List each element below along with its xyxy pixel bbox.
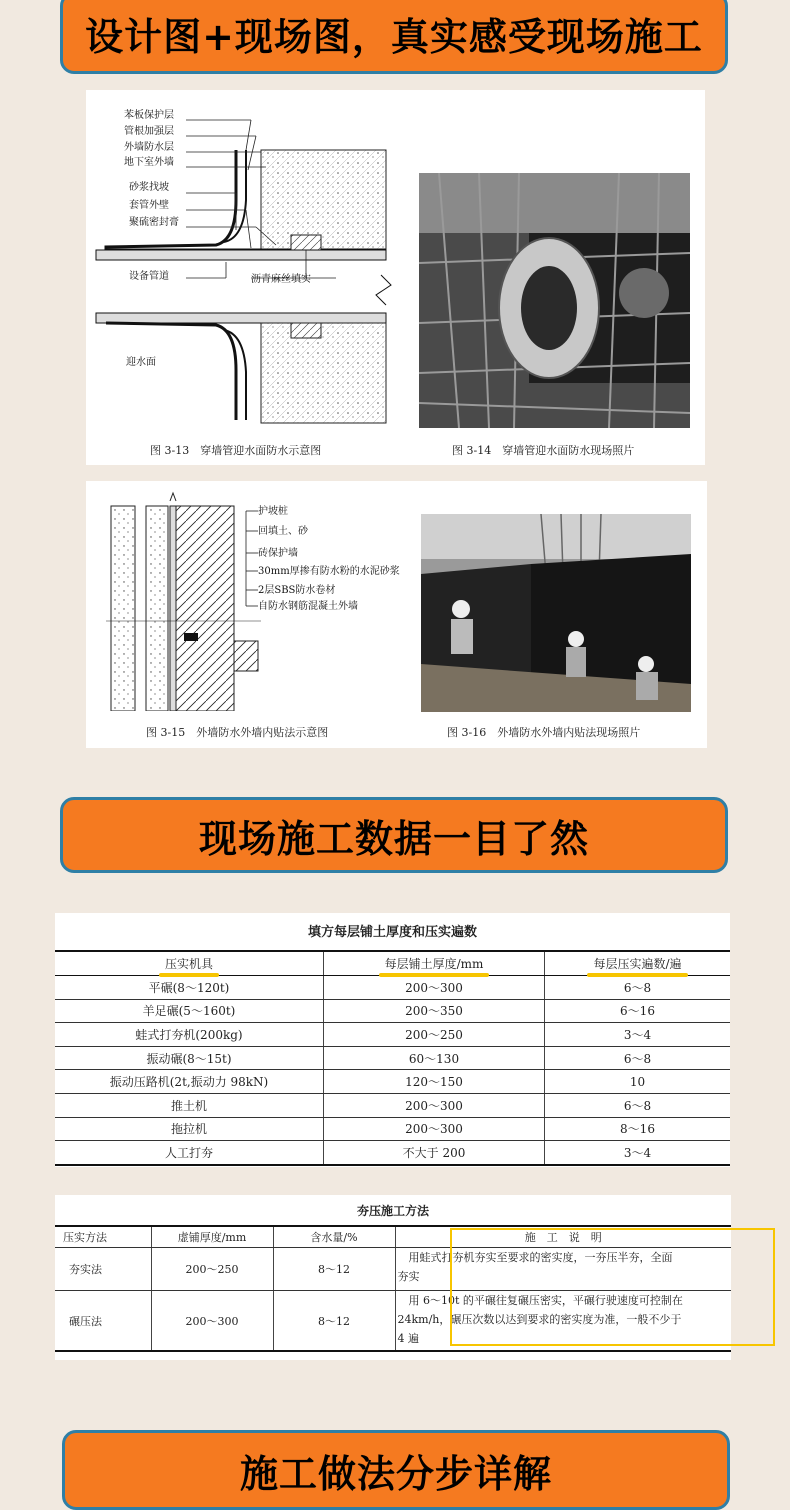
diagram-label: 套管外壁 <box>129 200 169 211</box>
table-title: 夯压施工方法 <box>356 1204 429 1218</box>
table-header <box>55 951 324 976</box>
rebar-photo-illustration <box>419 173 690 428</box>
table-cell: 120～150 <box>324 1070 545 1094</box>
table-cell: 200～300 <box>324 1093 545 1117</box>
table-row <box>55 1046 730 1070</box>
table-cell: 夯实法 <box>55 1248 151 1291</box>
description-line: 4 遍 <box>397 1332 419 1345</box>
description-line: 24km/h，碾压次数以达到要求的密实度为准，一般不少于 <box>397 1313 682 1326</box>
table-cell: 60～130 <box>324 1046 545 1070</box>
diagram-label: 苯板保护层 <box>124 110 174 121</box>
description-cell <box>395 1291 731 1352</box>
table-cell: 200～250 <box>324 1023 545 1047</box>
diagram-label: 迎水面 <box>126 357 156 368</box>
description-line: 夯实 <box>397 1270 420 1283</box>
figure-caption: 图 3-15 外墙防水外墙内贴法示意图 <box>146 726 329 739</box>
table-cell: 平碾(8～120t) <box>55 976 324 1000</box>
table-row <box>55 1023 730 1047</box>
header-text: 压实机具 <box>164 957 213 971</box>
figure-caption: 图 3-13 穿墙管迎水面防水示意图 <box>150 444 322 457</box>
table-cell: 8～12 <box>273 1291 395 1352</box>
table-header: 虚铺厚度/mm <box>151 1226 273 1248</box>
table-cell: 200～350 <box>324 999 545 1023</box>
diagram-label: 管根加强层 <box>124 126 174 137</box>
table-row <box>55 999 730 1023</box>
diagram-label: 砖保护墙 <box>258 548 298 559</box>
compaction-method-table <box>55 1195 731 1360</box>
table-row <box>55 1093 730 1117</box>
diagram-label: 护坡桩 <box>258 506 288 517</box>
diagram-label: 沥青麻丝填实 <box>251 274 311 285</box>
table-header <box>545 951 731 976</box>
diagram-label: 外墙防水层 <box>124 142 174 153</box>
description-line: 用 6～10t 的平碾往复碾压密实，平碾行驶速度可控制在 <box>397 1294 683 1307</box>
figure-panel-pipe <box>86 90 705 465</box>
table-cell: 羊足碾(5～160t) <box>55 999 324 1023</box>
table-cell: 振动碾(8～15t) <box>55 1046 324 1070</box>
table-cell: 3～4 <box>545 1141 731 1165</box>
fill-thickness-table <box>55 913 730 1167</box>
table-cell: 6～8 <box>545 976 731 1000</box>
table-header: 施 工 说 明 <box>395 1226 731 1248</box>
description-line: 用蛙式打夯机夯实至要求的密实度，一夯压半夯，全面 <box>397 1251 673 1264</box>
diagram-label: 设备管道 <box>129 271 169 282</box>
table-cell: 6～16 <box>545 999 731 1023</box>
table-cell: 8～12 <box>273 1248 395 1291</box>
table-row <box>55 1291 731 1352</box>
table-row <box>55 976 730 1000</box>
table-cell: 10 <box>545 1070 731 1094</box>
diagram-label: 聚硫密封膏 <box>129 217 179 228</box>
table-cell: 不大于 200 <box>324 1141 545 1165</box>
banner-title: 现场施工数据一目了然 <box>198 816 589 861</box>
table-cell: 拖拉机 <box>55 1117 324 1141</box>
table-cell: 200～300 <box>324 976 545 1000</box>
section-banner-data <box>60 797 728 873</box>
table-title: 填方每层铺土厚度和压实遍数 <box>307 925 477 940</box>
diagram-label: 30mm厚掺有防水粉的水泥砂浆 <box>258 566 400 577</box>
banner-title: 施工做法分步详解 <box>239 1451 552 1496</box>
table-row <box>55 1117 730 1141</box>
table-cell: 200～250 <box>151 1248 273 1291</box>
header-text: 每层铺土厚度/mm <box>384 957 484 971</box>
table-cell: 蛙式打夯机(200kg) <box>55 1023 324 1047</box>
table-header <box>324 951 545 976</box>
diagram-label: 地下室外墙 <box>124 157 174 168</box>
site-workers-illustration <box>421 514 691 712</box>
pipe-site-photo <box>419 173 690 428</box>
table-header: 压实方法 <box>55 1226 151 1248</box>
table-cell: 6～8 <box>545 1093 731 1117</box>
table-row <box>55 1248 731 1291</box>
diagram-label: 砂浆找坡 <box>129 182 169 193</box>
diagram-label: 2层SBS防水卷材 <box>258 585 336 596</box>
table-row <box>55 1070 730 1094</box>
section-banner-steps <box>62 1430 730 1510</box>
diagram-label: 自防水钢筋混凝土外墙 <box>258 601 358 612</box>
table-cell: 200～300 <box>324 1117 545 1141</box>
figure-caption: 图 3-16 外墙防水外墙内贴法现场照片 <box>447 726 641 739</box>
section-banner-top <box>60 0 728 74</box>
table-cell: 人工打夯 <box>55 1141 324 1165</box>
table-row <box>55 1141 730 1165</box>
table-cell: 8～16 <box>545 1117 731 1141</box>
description-cell <box>395 1248 731 1291</box>
table-cell: 6～8 <box>545 1046 731 1070</box>
table-header: 含水量/% <box>273 1226 395 1248</box>
wall-site-photo <box>421 514 691 712</box>
figure-caption: 图 3-14 穿墙管迎水面防水现场照片 <box>452 444 635 457</box>
table-cell: 推土机 <box>55 1093 324 1117</box>
table-cell: 振动压路机(2t,振动力 98kN) <box>55 1070 324 1094</box>
banner-title: 设计图+现场图，真实感受现场施工 <box>85 14 703 59</box>
figure-panel-wall <box>86 481 707 748</box>
pipe-waterproof-diagram <box>86 90 406 435</box>
table-cell: 碾压法 <box>55 1291 151 1352</box>
header-text: 每层压实遍数/遍 <box>593 957 682 971</box>
wall-waterproof-diagram <box>86 481 406 711</box>
table-cell: 200～300 <box>151 1291 273 1352</box>
diagram-label: 回填土、砂 <box>258 526 308 537</box>
table-cell: 3～4 <box>545 1023 731 1047</box>
